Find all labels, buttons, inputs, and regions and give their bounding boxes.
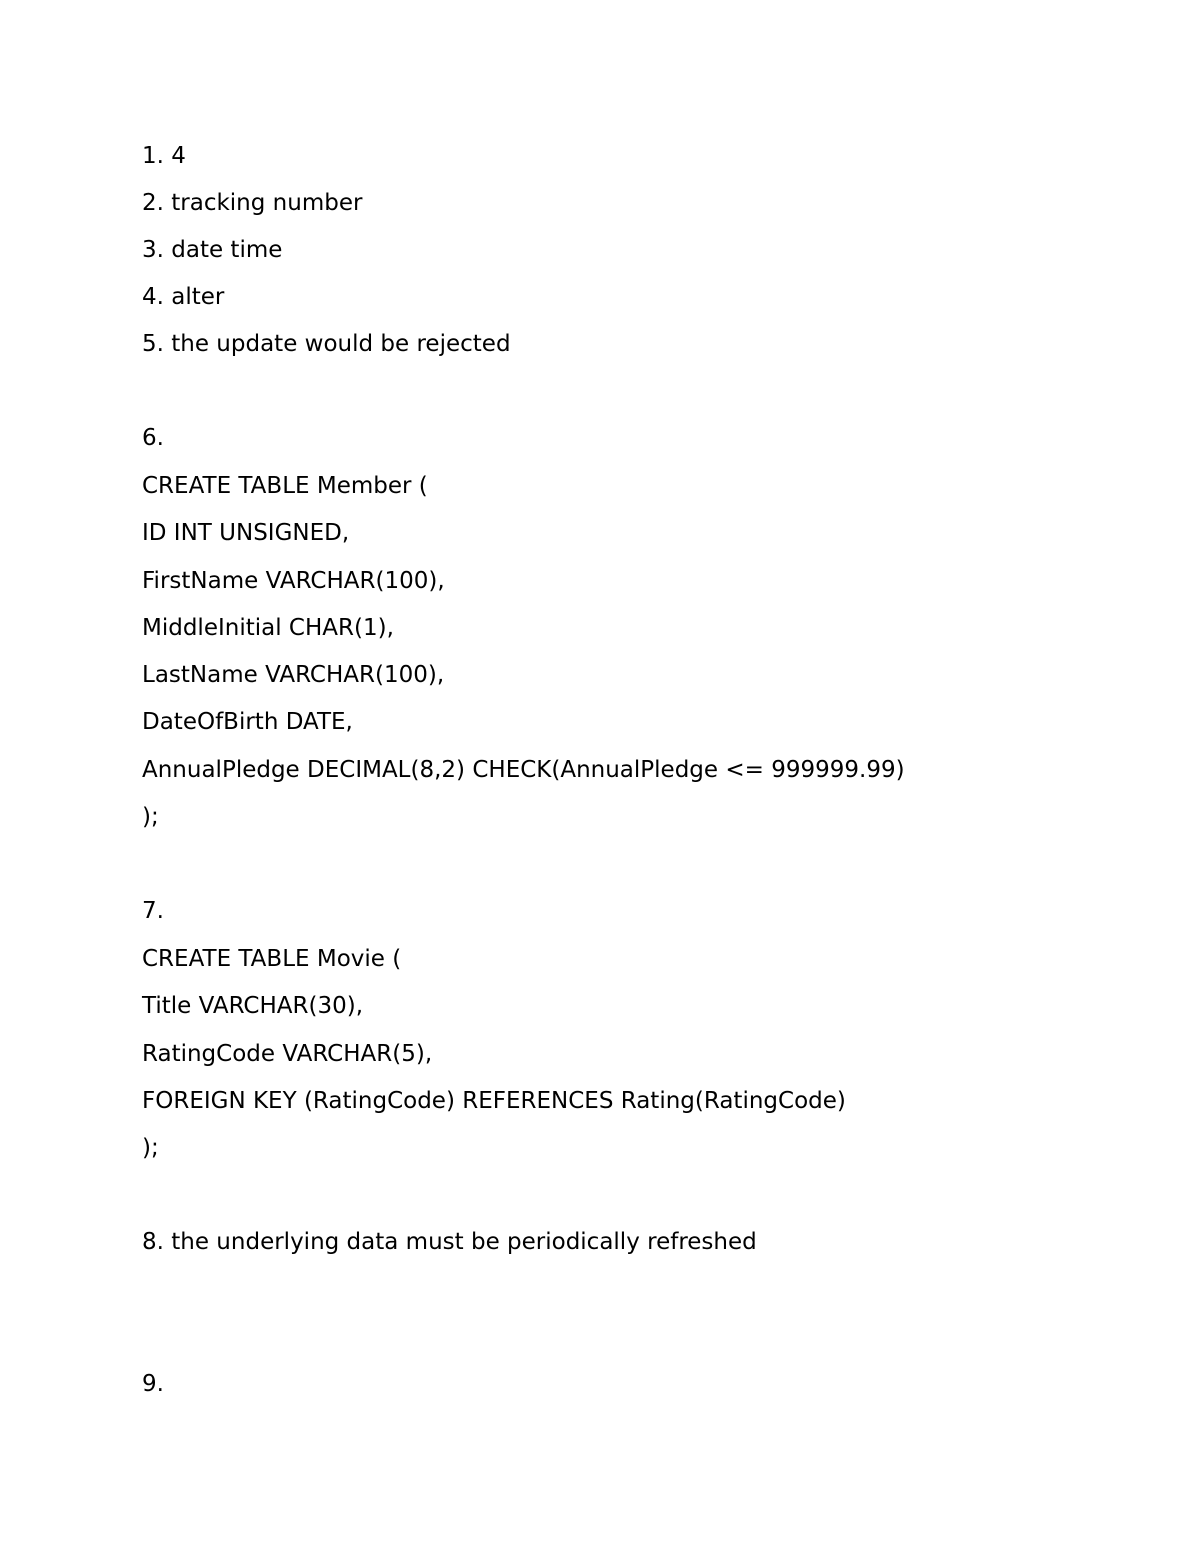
sql-line: CREATE TABLE Movie ( [142, 946, 402, 972]
answer-3: 3. date time [142, 237, 283, 263]
sql-line: MiddleInitial CHAR(1), [142, 615, 394, 641]
answer-4: 4. alter [142, 284, 225, 310]
sql-line: FOREIGN KEY (RatingCode) REFERENCES Rating(RatingCode) [142, 1088, 846, 1114]
sql-line: AnnualPledge DECIMAL(8,2) CHECK(AnnualPledge <= 999999.99) [142, 757, 905, 783]
answer-9: 9. [142, 1371, 164, 1397]
sql-line: CREATE TABLE Member ( [142, 473, 428, 499]
answer-2: 2. tracking number [142, 190, 363, 216]
sql-line: FirstName VARCHAR(100), [142, 568, 445, 594]
answer-5: 5. the update would be rejected [142, 331, 511, 357]
sql-line: Title VARCHAR(30), [142, 993, 364, 1019]
sql-line: ID INT UNSIGNED, [142, 520, 350, 546]
sql-line: ); [142, 804, 159, 830]
answer-8: 8. the underlying data must be periodically refreshed [142, 1229, 757, 1255]
answer-1: 1. 4 [142, 143, 186, 169]
sql-line: RatingCode VARCHAR(5), [142, 1041, 433, 1067]
sql-line: DateOfBirth DATE, [142, 709, 353, 735]
answer-7-number: 7. [142, 898, 164, 924]
sql-line: ); [142, 1135, 159, 1161]
sql-line: LastName VARCHAR(100), [142, 662, 445, 688]
answer-6-number: 6. [142, 425, 164, 451]
